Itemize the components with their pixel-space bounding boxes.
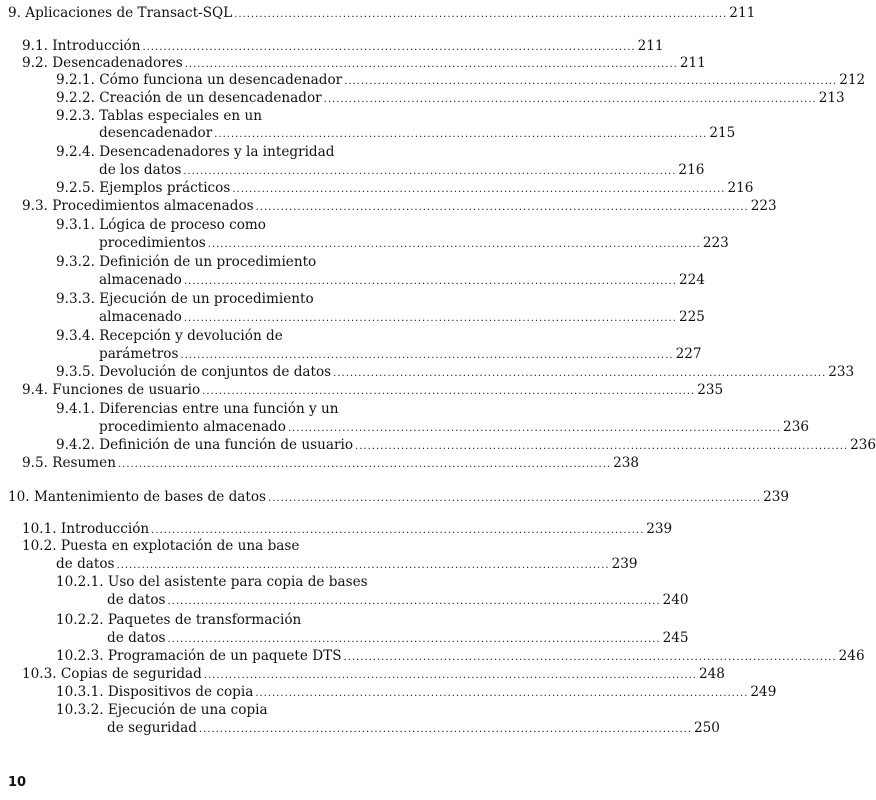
toc-label: 9.3.5. Devolución de conjuntos de datos (56, 364, 332, 380)
toc-label: 10.2. Puesta en explotación de una base (22, 538, 300, 554)
toc-page: 239 (611, 556, 638, 572)
dot-leader: ...................................................................................................................... (268, 493, 762, 504)
toc-label-continuation: de seguridad (107, 720, 197, 736)
toc-label: 10.3.2. Ejecución de una copia (56, 702, 268, 718)
toc-label: 9.2.3. Tablas especiales en un (56, 108, 262, 124)
dot-leader: ...................................................................................................................... (343, 652, 837, 663)
dot-leader: ...................................................................................................................... (323, 94, 817, 105)
toc-page: 239 (763, 489, 790, 505)
toc-label-continuation: almacenado (99, 309, 182, 325)
dot-leader: ...................................................................................................................... (142, 42, 636, 53)
toc-label: 9.4.2. Definición de una función de usuario (56, 437, 354, 453)
dot-leader: ...................................................................................................................... (184, 59, 678, 70)
dot-leader: ...................................................................................................................... (198, 724, 692, 735)
toc-page: 223 (702, 235, 729, 251)
toc-page: 215 (709, 125, 736, 141)
toc-label-continuation: de los datos (99, 162, 182, 178)
dot-leader: ...................................................................................................................... (255, 202, 749, 213)
dot-leader: ...................................................................................................................... (151, 525, 645, 536)
toc-label-continuation: almacenado (99, 272, 182, 288)
toc-label-continuation: de datos (107, 630, 166, 646)
dot-leader: ...................................................................................................................... (117, 459, 612, 470)
toc-label: 9.3. Procedimientos almacenados (22, 198, 254, 214)
toc-label: 9.2.5. Ejemplos prácticos (56, 180, 231, 196)
toc-page: 212 (839, 72, 866, 88)
dot-leader: ...................................................................................................................... (116, 560, 610, 571)
toc-label: 10. Mantenimiento de bases de datos (8, 489, 267, 505)
toc-page: 211 (729, 5, 756, 21)
dot-leader: ...................................................................................................................... (180, 350, 674, 361)
toc-label: 9.3.4. Recepción y devolución de (56, 328, 283, 344)
toc-page: 211 (637, 38, 664, 54)
toc-label-continuation: de datos (107, 592, 166, 608)
toc-label: 10.2.1. Uso del asistente para copia de bases (56, 574, 368, 590)
toc-page: 233 (828, 364, 855, 380)
toc-label-continuation: procedimiento almacenado (99, 419, 286, 435)
toc-page: 235 (697, 382, 724, 398)
toc-page: 239 (646, 521, 673, 537)
dot-leader: ...................................................................................................................... (202, 386, 696, 397)
dot-leader: ...................................................................................................................... (207, 239, 701, 250)
toc-label: 9. Aplicaciones de Transact-SQL (8, 5, 233, 21)
toc-page: 238 (613, 455, 640, 471)
toc-label: 9.4. Funciones de usuario (22, 382, 201, 398)
toc-label: 9.3.2. Definición de un procedimiento (56, 254, 317, 270)
toc-label: 9.3.3. Ejecución de un procedimiento (56, 291, 314, 307)
toc-page: 250 (694, 720, 720, 736)
toc-label: 9.4.1. Diferencias entre una función y un (56, 401, 339, 417)
toc-label: 10.2.3. Programación de un paquete DTS (56, 648, 342, 664)
dot-leader: ...................................................................................................................... (183, 276, 677, 287)
toc-page: 211 (679, 55, 706, 71)
dot-leader: ...................................................................................................................... (203, 670, 697, 681)
toc-page: 240 (662, 592, 689, 608)
toc-label: 10.1. Introducción (22, 521, 150, 537)
dot-leader: ...................................................................................................................... (333, 368, 827, 379)
dot-leader: ...................................................................................................................... (167, 634, 661, 645)
dot-leader: ...................................................................................................................... (355, 441, 849, 452)
toc-label-continuation: desencadenador (99, 125, 213, 141)
toc-label: 10.3. Copias de seguridad (22, 666, 202, 682)
toc-page: 249 (750, 684, 777, 700)
toc-label: 10.2.2. Paquetes de transformación (56, 612, 302, 628)
toc-page: 227 (675, 346, 702, 362)
toc-label: 9.2.2. Creación de un desencadenador (56, 90, 322, 106)
toc-label: 9.3.1. Lógica de proceso como (56, 217, 266, 233)
toc-label: 9.1. Introducción (22, 38, 141, 54)
toc-label-continuation: de datos (56, 556, 115, 572)
toc-page: 245 (662, 630, 689, 646)
dot-leader: ...................................................................................................................... (183, 313, 677, 324)
dot-leader: ...................................................................................................................... (234, 9, 728, 20)
toc-label: 9.2. Desencadenadores (22, 55, 183, 71)
page-number: 10 (8, 775, 27, 790)
dot-leader: ...................................................................................................................... (214, 129, 708, 140)
dot-leader: ...................................................................................................................... (287, 423, 782, 434)
toc-label: 10.3.1. Dispositivos de copia (56, 684, 254, 700)
toc-page: 216 (678, 162, 705, 178)
toc-label-continuation: procedimientos (99, 235, 206, 251)
toc-label: 9.5. Resumen (22, 455, 116, 471)
toc-page: 236 (783, 419, 809, 435)
dot-leader: ...................................................................................................................... (183, 166, 677, 177)
dot-leader: ...................................................................................................................... (232, 184, 726, 195)
toc-label: 9.2.1. Cómo funciona un desencadenador (56, 72, 343, 88)
dot-leader: ...................................................................................................................... (167, 596, 661, 607)
toc-page: 248 (698, 666, 725, 682)
dot-leader: ...................................................................................................................... (344, 76, 838, 87)
toc-page: 213 (818, 90, 845, 106)
toc-label-continuation: parámetros (99, 346, 179, 362)
toc-page: 225 (678, 309, 705, 325)
toc-page: 236 (850, 437, 876, 453)
toc-page: 224 (678, 272, 705, 288)
toc-page: 223 (750, 198, 777, 214)
toc-page: 246 (838, 648, 865, 664)
dot-leader: ...................................................................................................................... (255, 688, 749, 699)
toc-page: 216 (727, 180, 754, 196)
toc-label: 9.2.4. Desencadenadores y la integridad (56, 144, 335, 160)
